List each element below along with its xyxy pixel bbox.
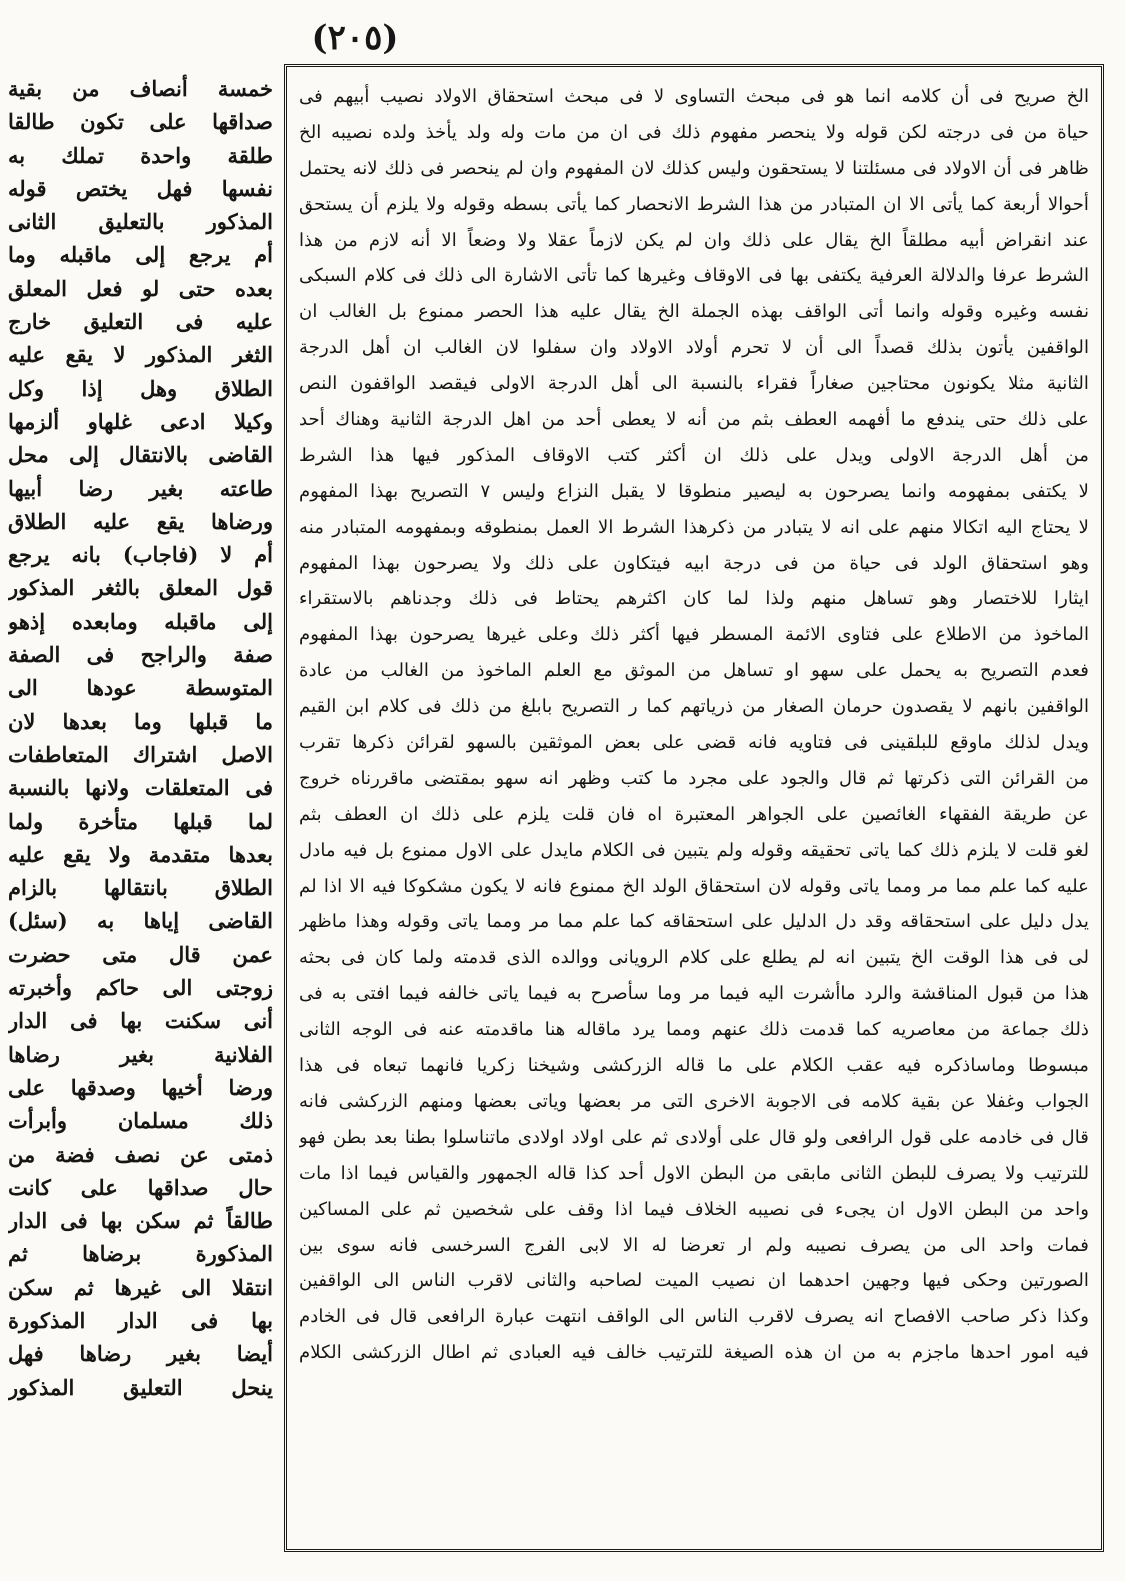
main-text-line: لى فى هذا الوقت الخ يتبين انه لم يطلع على كلام الرويانى ووالده الذى قدمته ولما كان فى بحثه <box>299 947 1089 969</box>
margin-text-line: إلى ماقبله ومابعده إذهو <box>8 608 273 634</box>
main-text-line: ويدل لذلك ماوقع للبلقينى فى فتاويه فانه قضى على بعض الموثقين بالسهو لقرائن ذكرها تقرب <box>299 732 1089 754</box>
margin-text-line: ذلك مسلمان وأبرأت <box>8 1108 273 1134</box>
margin-text-line: أم يرجع إلى ماقبله وما <box>8 242 273 268</box>
main-text-line: عن طريقة الفقهاء الغائصين على الجواهر المعتبرة اه فان قلت يلزم على ذلك ان العطف بثم <box>299 803 1089 825</box>
main-text-line: حياة من فى درجته لكن قوله ولا ينحصر مفهوم ذلك فى ان من مات وله ولد يأخذ ولده نصيبه الخ <box>299 121 1089 143</box>
main-text-line: الصورتين وحكى فيها وجهين احدهما ان نصيب الميت لصاحبه والثانى لاقرب الناس الى الواقفين <box>299 1270 1089 1292</box>
margin-text-line: الطلاق بانتقالها بالزام <box>8 875 273 901</box>
main-text-line: الجواب وغفلا عن بقية كلامه فى الاجوبة الاخرى التى مر بعضها وياتى بعضها ومنهم الزركشى فانه <box>299 1090 1089 1112</box>
margin-text-line: ورضا أخيها وصدقها على <box>8 1074 273 1100</box>
margin-commentary <box>8 72 273 1562</box>
margin-text-line: الطلاق وهل إذا وكل <box>8 375 273 401</box>
margin-text-line: خمسة أنصاف من بقية <box>8 76 273 101</box>
margin-text-line: طاعته بغير رضا أبيها <box>8 475 273 501</box>
margin-text-line: أم لا (فاجاب) بانه يرجع <box>8 542 273 568</box>
margin-text-line: حال صداقها على كانت <box>8 1174 273 1200</box>
main-text-line: يدل دليل على استحقاقه وقد دل الدليل على استحقاقه كما علم مما مر ومما ياتى وقوله وهذا ماظهر <box>299 911 1089 933</box>
margin-text-line: عليه فى التعليق خارج <box>8 309 273 335</box>
margin-text-line: بها فى الدار المذكورة <box>8 1307 273 1333</box>
main-text-line: عند انقراض أبيه مطلقاً الخ يقال على ذلك وان لم يكن لازماً عقلا ولا وضعاً الا أنه لازم من هذا <box>299 229 1089 251</box>
margin-text-line: قول المعلق بالثغر المذكور <box>8 575 273 601</box>
main-text-line: للترتيب ولا يصرف للبطن الثانى مابقى من البطن الاول أحد كذا قاله الجمهور والقياس فيما اذا مات <box>299 1162 1089 1184</box>
margin-text-line: لما قبلها متأخرة ولما <box>8 808 273 834</box>
margin-text-line: نفسها فهل يختص قوله <box>8 175 273 201</box>
margin-text-line: المذكورة برضاها ثم <box>8 1241 273 1267</box>
margin-text-line: طلقة واحدة تملك به <box>8 142 273 168</box>
main-text-line: فيه امور احدها ماجزم به من ان هذه الصيغة للترتيب خالف فيه العبادى ثم اطال الزركشى الكلام <box>299 1342 1089 1364</box>
margin-text-line: انتقلا الى غيرها ثم سكن <box>8 1274 273 1300</box>
margin-text-line: زوجتى الى حاكم وأخبرته <box>8 975 273 1001</box>
main-text-body <box>299 79 1089 1537</box>
margin-text-line: أيضا بغير رضاها فهل <box>8 1341 273 1367</box>
margin-text-line: بعده حتى لو فعل المعلق <box>8 275 273 301</box>
main-text-line: لغو قلت لا يلزم ذلك كما ياتى تحقيقه وقوله ولم يتبين فى الكلام مايدل على الاول ممنوع بل فيه مادل <box>299 839 1089 861</box>
margin-text-line: وكيلا ادعى غلهاو ألزمها <box>8 408 273 434</box>
main-text-line: الماخوذ من الاطلاع على فتاوى الائمة المسطر فيها أكثر ذلك وعلى غيرها يصرحون بهذا المفهوم <box>299 624 1089 646</box>
main-text-line: أحوالا أربعة كما يأتى الا ان المتبادر من هذا الشرط الانحصار كما يأتى بسطه وقوله ولا يلزم أن يستحق <box>299 193 1089 215</box>
main-text-line: مبسوطا وماساذكره فيه عقب الكلام على ما قاله الزركشى وشيخنا زكريا فانهما تبعاه فى هذا <box>299 1055 1089 1077</box>
main-text-line: فعدم التصريح به يحمل على سهو او تساهل من الموثق مع العلم الماخوذ من الغالب من عادة <box>299 660 1089 682</box>
main-text-line: لا يحتاج اليه اتكالا منهم على انه لا يتبادر من ذكرهذا الشرط الا العمل بمنطوقه وبمفهومه المتبادر منه <box>299 516 1089 538</box>
main-text-line: عليه كما علم مما مر ومما ياتى وقوله لان استحقاق الولد الخ ممنوع فانه لا يكون مشكوكا فيه الا اذا لم <box>299 875 1089 897</box>
margin-text-line: طالقاً ثم سكن بها فى الدار <box>8 1208 273 1234</box>
main-text-frame <box>284 64 1104 1552</box>
margin-text-line: ما قبلها وما بعدها لان <box>8 708 273 734</box>
margin-text-line: ذمتى عن نصف فضة من <box>8 1141 273 1167</box>
main-text-line: لا يكتفى بمفهومه وانما يصرحون به ليصير منطوقا لا يقبل النزاع وليس ٧ التصريح بهذا المفهوم <box>299 480 1089 502</box>
margin-text-line: المذكور بالتعليق الثانى <box>8 209 273 235</box>
margin-text-line: القاضى بالانتقال إلى محل <box>8 442 273 468</box>
margin-text-line: أنى سكنت بها فى الدار <box>8 1008 273 1034</box>
main-text-line: ذلك جماعة من معاصريه كما قدمت ذلك عنهم ومما يرد ماقاله هنا ماقدمته عنه فى الوجه الثانى <box>299 1019 1089 1041</box>
main-text-line: نفسه وغيره وقوله وانما أتى الواقف بهذه الجملة الخ يقال عليه هذا الحصر ممنوع بل الغالب ان <box>299 301 1089 323</box>
main-text-line: الخ صريح فى أن كلامه انما هو فى مبحث التساوى لا فى مبحث استحقاق الاولاد نصيب أبيهم فى <box>299 86 1089 107</box>
main-text-line: فمات واحد الى من يصرف نصيبه ولم ار تعرضا له الا لابى الفرج السرخسى فانه سوى بين <box>299 1234 1089 1256</box>
margin-text-line: صداقها على تكون طالقا <box>8 109 273 135</box>
main-text-line: الثانية مثلا يكونون محتاجين صغاراً فقراء بالنسبة الى أهل الدرجة الاولى فيقصد الواقفون النص <box>299 373 1089 395</box>
main-text-line: على ذلك حتى يندفع ما أفهمه العطف بثم من أنه لا يعطى أحد من اهل الدرجة الثانية وهناك أحد <box>299 409 1089 431</box>
main-text-line: هذا من قبول المناقشة والرد ماأشرت اليه فيما مر وما سأصرح به فيما ياتى خالفه فيما افتى به فى <box>299 983 1089 1005</box>
main-text-line: واحد من البطن الاول ان يجىء فى نصيبه الخلاف فيما اذا وقف على شخصين ثم على المساكين <box>299 1198 1089 1220</box>
page-number: (٢٠٥) <box>311 18 399 58</box>
margin-text-line: المتوسطة عودها الى <box>8 675 273 701</box>
margin-text-line: عمن قال متى حضرت <box>8 941 273 967</box>
margin-text-line: ورضاها يقع عليه الطلاق <box>8 508 273 534</box>
margin-text-line: ينحل التعليق المذكور <box>8 1374 273 1400</box>
margin-text-line: صفة والراجح فى الصفة <box>8 642 273 668</box>
main-text-line: وهو استحقاق الولد فى حياة من فى درجة ابيه فيتكاون على ذلك ولا يصرحون بهذا المفهوم <box>299 552 1089 574</box>
margin-text-line: بعدها متقدمة ولا يقع عليه <box>8 841 273 867</box>
main-text-line: من القرائن التى ذكرتها ثم قال والجود على مجرد ما كتب وظهر انه سهو بمقتضى ماقررناه خروج <box>299 767 1089 789</box>
margin-text-line: الاصل اشتراك المتعاطفات <box>8 741 273 767</box>
main-text-line: الواقفين بانهم لا يقصدون حرمان الصغار من ذرياتهم كما ر التصريح بابلغ من ذلك فى كلام ابن القيم <box>299 696 1089 718</box>
margin-text-line: الفلانية بغير رضاها <box>8 1041 273 1067</box>
margin-text-line: القاضى إياها به (سئل) <box>8 908 273 934</box>
margin-text-line: الثغر المذكور لا يقع عليه <box>8 342 273 368</box>
margin-text-line: فى المتعلقات ولانها بالنسبة <box>8 775 273 801</box>
main-text-line: الواقفين يأتون بذلك قصداً الى أن لا تحرم أولاد الاولاد وان سفلوا لان الغالب ان أهل الدرجة <box>299 337 1089 359</box>
main-text-line: ظاهر فى أن الاولاد فى مسئلتنا لا يستحقون وليس كذلك لان المفهوم وان لم ينحصر فى ذلك لانه يحتمل <box>299 157 1089 179</box>
main-text-line: قال فى خادمه على قول الرافعى ولو قال على أولادى ثم على اولاد اولادى ماتناسلوا بطنا بعد بطن فهو <box>299 1126 1089 1148</box>
main-text-line: وكذا ذكر صاحب الافصاح انه يصرف لاقرب الناس الى الواقف انتهت عبارة الرافعى قال فى الخادم <box>299 1306 1089 1328</box>
main-text-line: الشرط عرفا والدلالة العرفية يكتفى بها فى الاوقاف وغيرها كما تأتى الاشارة الى ذلك فى كلام السبكى <box>299 265 1089 287</box>
main-text-line: ايثارا للاختصار وهو تساهل منهم ولذا لما كان اكثرهم يحتاط فى ذلك وجدناهم بالاستقراء <box>299 588 1089 610</box>
main-text-line: من أهل الدرجة الاولى ويدل على ذلك ان أكثر كتب الاوقاف المذكور فيها هذا الشرط <box>299 444 1089 466</box>
